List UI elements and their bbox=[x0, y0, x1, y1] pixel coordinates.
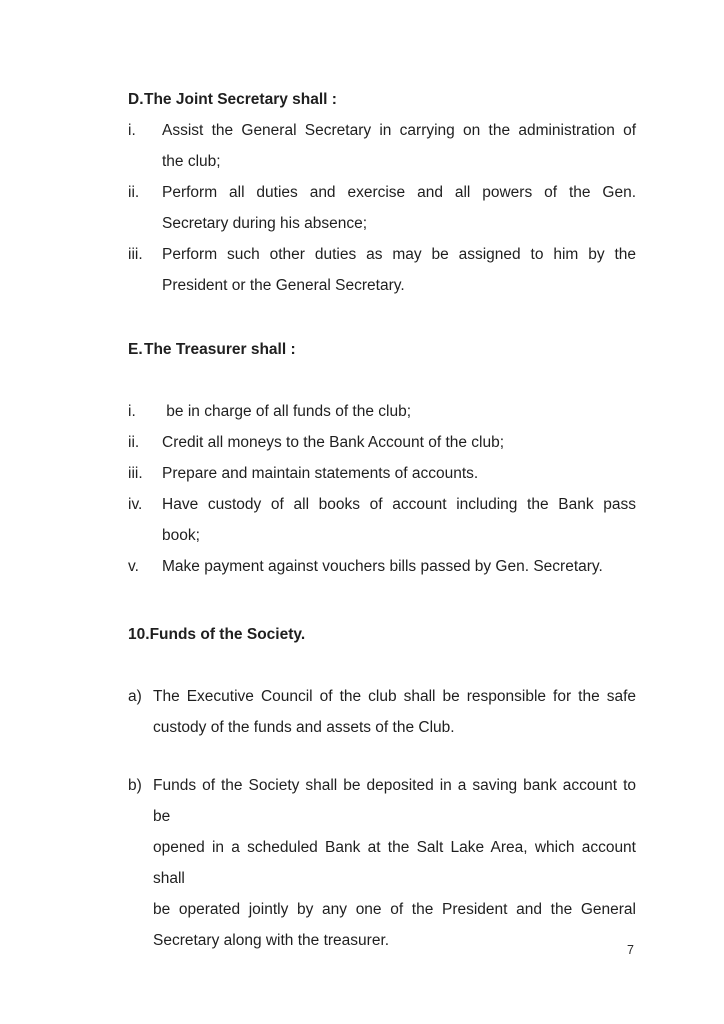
list-item bbox=[128, 239, 636, 301]
list-item-line: Have custody of all books of account including the Bank pass bbox=[162, 496, 636, 513]
list-item-marker: iii. bbox=[128, 246, 143, 263]
list-item-line: the club; bbox=[162, 153, 221, 170]
list-item-marker: iii. bbox=[128, 465, 143, 482]
list-item-line: Assist the General Secretary in carrying on the administration of bbox=[162, 122, 636, 139]
list-item-marker: v. bbox=[128, 558, 139, 575]
section-e-heading bbox=[128, 334, 636, 365]
list-item bbox=[128, 458, 636, 489]
list-item-marker: i. bbox=[128, 403, 136, 420]
document-content bbox=[128, 84, 636, 956]
list-item bbox=[128, 551, 636, 582]
section-e-list bbox=[128, 396, 636, 582]
section-d-marker: D. bbox=[128, 91, 144, 108]
section-joint-secretary bbox=[128, 84, 636, 301]
list-item-marker: iv. bbox=[128, 496, 143, 513]
list-item-line: Prepare and maintain statements of accounts. bbox=[162, 465, 479, 482]
list-item-line: be in charge of all funds of the club; bbox=[162, 403, 412, 420]
list-item-line: Make payment against vouchers bills passed by Gen. Secretary. bbox=[162, 558, 603, 575]
list-item-line: Funds of the Society shall be deposited in a saving bank account to be bbox=[153, 777, 636, 825]
section-10-marker: 10. bbox=[128, 626, 150, 643]
list-item-line: Perform such other duties as may be assigned to him by the bbox=[162, 246, 636, 263]
list-item bbox=[128, 427, 636, 458]
list-item-line: President or the General Secretary. bbox=[162, 277, 405, 294]
list-item-line: opened in a scheduled Bank at the Salt Lake Area, which account shall bbox=[153, 839, 636, 887]
list-item-line: Secretary along with the treasurer. bbox=[153, 932, 390, 949]
list-item-marker: b) bbox=[128, 777, 142, 794]
section-d-list bbox=[128, 115, 636, 301]
list-item-line: Secretary during his absence; bbox=[162, 215, 368, 232]
list-item bbox=[128, 115, 636, 177]
list-item-marker: ii. bbox=[128, 434, 140, 451]
section-e-marker: E. bbox=[128, 341, 143, 358]
section-10-heading bbox=[128, 619, 636, 650]
section-d-title: The Joint Secretary shall : bbox=[144, 91, 337, 108]
section-funds-of-society bbox=[128, 619, 636, 956]
section-d-heading bbox=[128, 84, 636, 115]
list-item-line: The Executive Council of the club shall be responsible for the safe bbox=[153, 688, 636, 705]
section-e-title: The Treasurer shall : bbox=[144, 341, 296, 358]
list-item-marker: ii. bbox=[128, 184, 140, 201]
list-item-marker: i. bbox=[128, 122, 136, 139]
list-item-line: Credit all moneys to the Bank Account of the club; bbox=[162, 434, 505, 451]
list-item-line: be operated jointly by any one of the President and the General bbox=[153, 901, 636, 918]
list-item-line: Perform all duties and exercise and all powers of the Gen. bbox=[162, 184, 636, 201]
list-item bbox=[128, 177, 636, 239]
list-item bbox=[128, 489, 636, 551]
section-10-list bbox=[128, 681, 636, 956]
page-number: 7 bbox=[627, 943, 634, 957]
section-treasurer bbox=[128, 334, 636, 582]
list-item bbox=[128, 396, 636, 427]
list-item-line: book; bbox=[162, 527, 200, 544]
list-item bbox=[128, 681, 636, 743]
list-item-line: custody of the funds and assets of the Club. bbox=[153, 719, 455, 736]
list-item-marker: a) bbox=[128, 688, 142, 705]
list-item bbox=[128, 770, 636, 956]
section-10-title: Funds of the Society. bbox=[149, 626, 306, 643]
